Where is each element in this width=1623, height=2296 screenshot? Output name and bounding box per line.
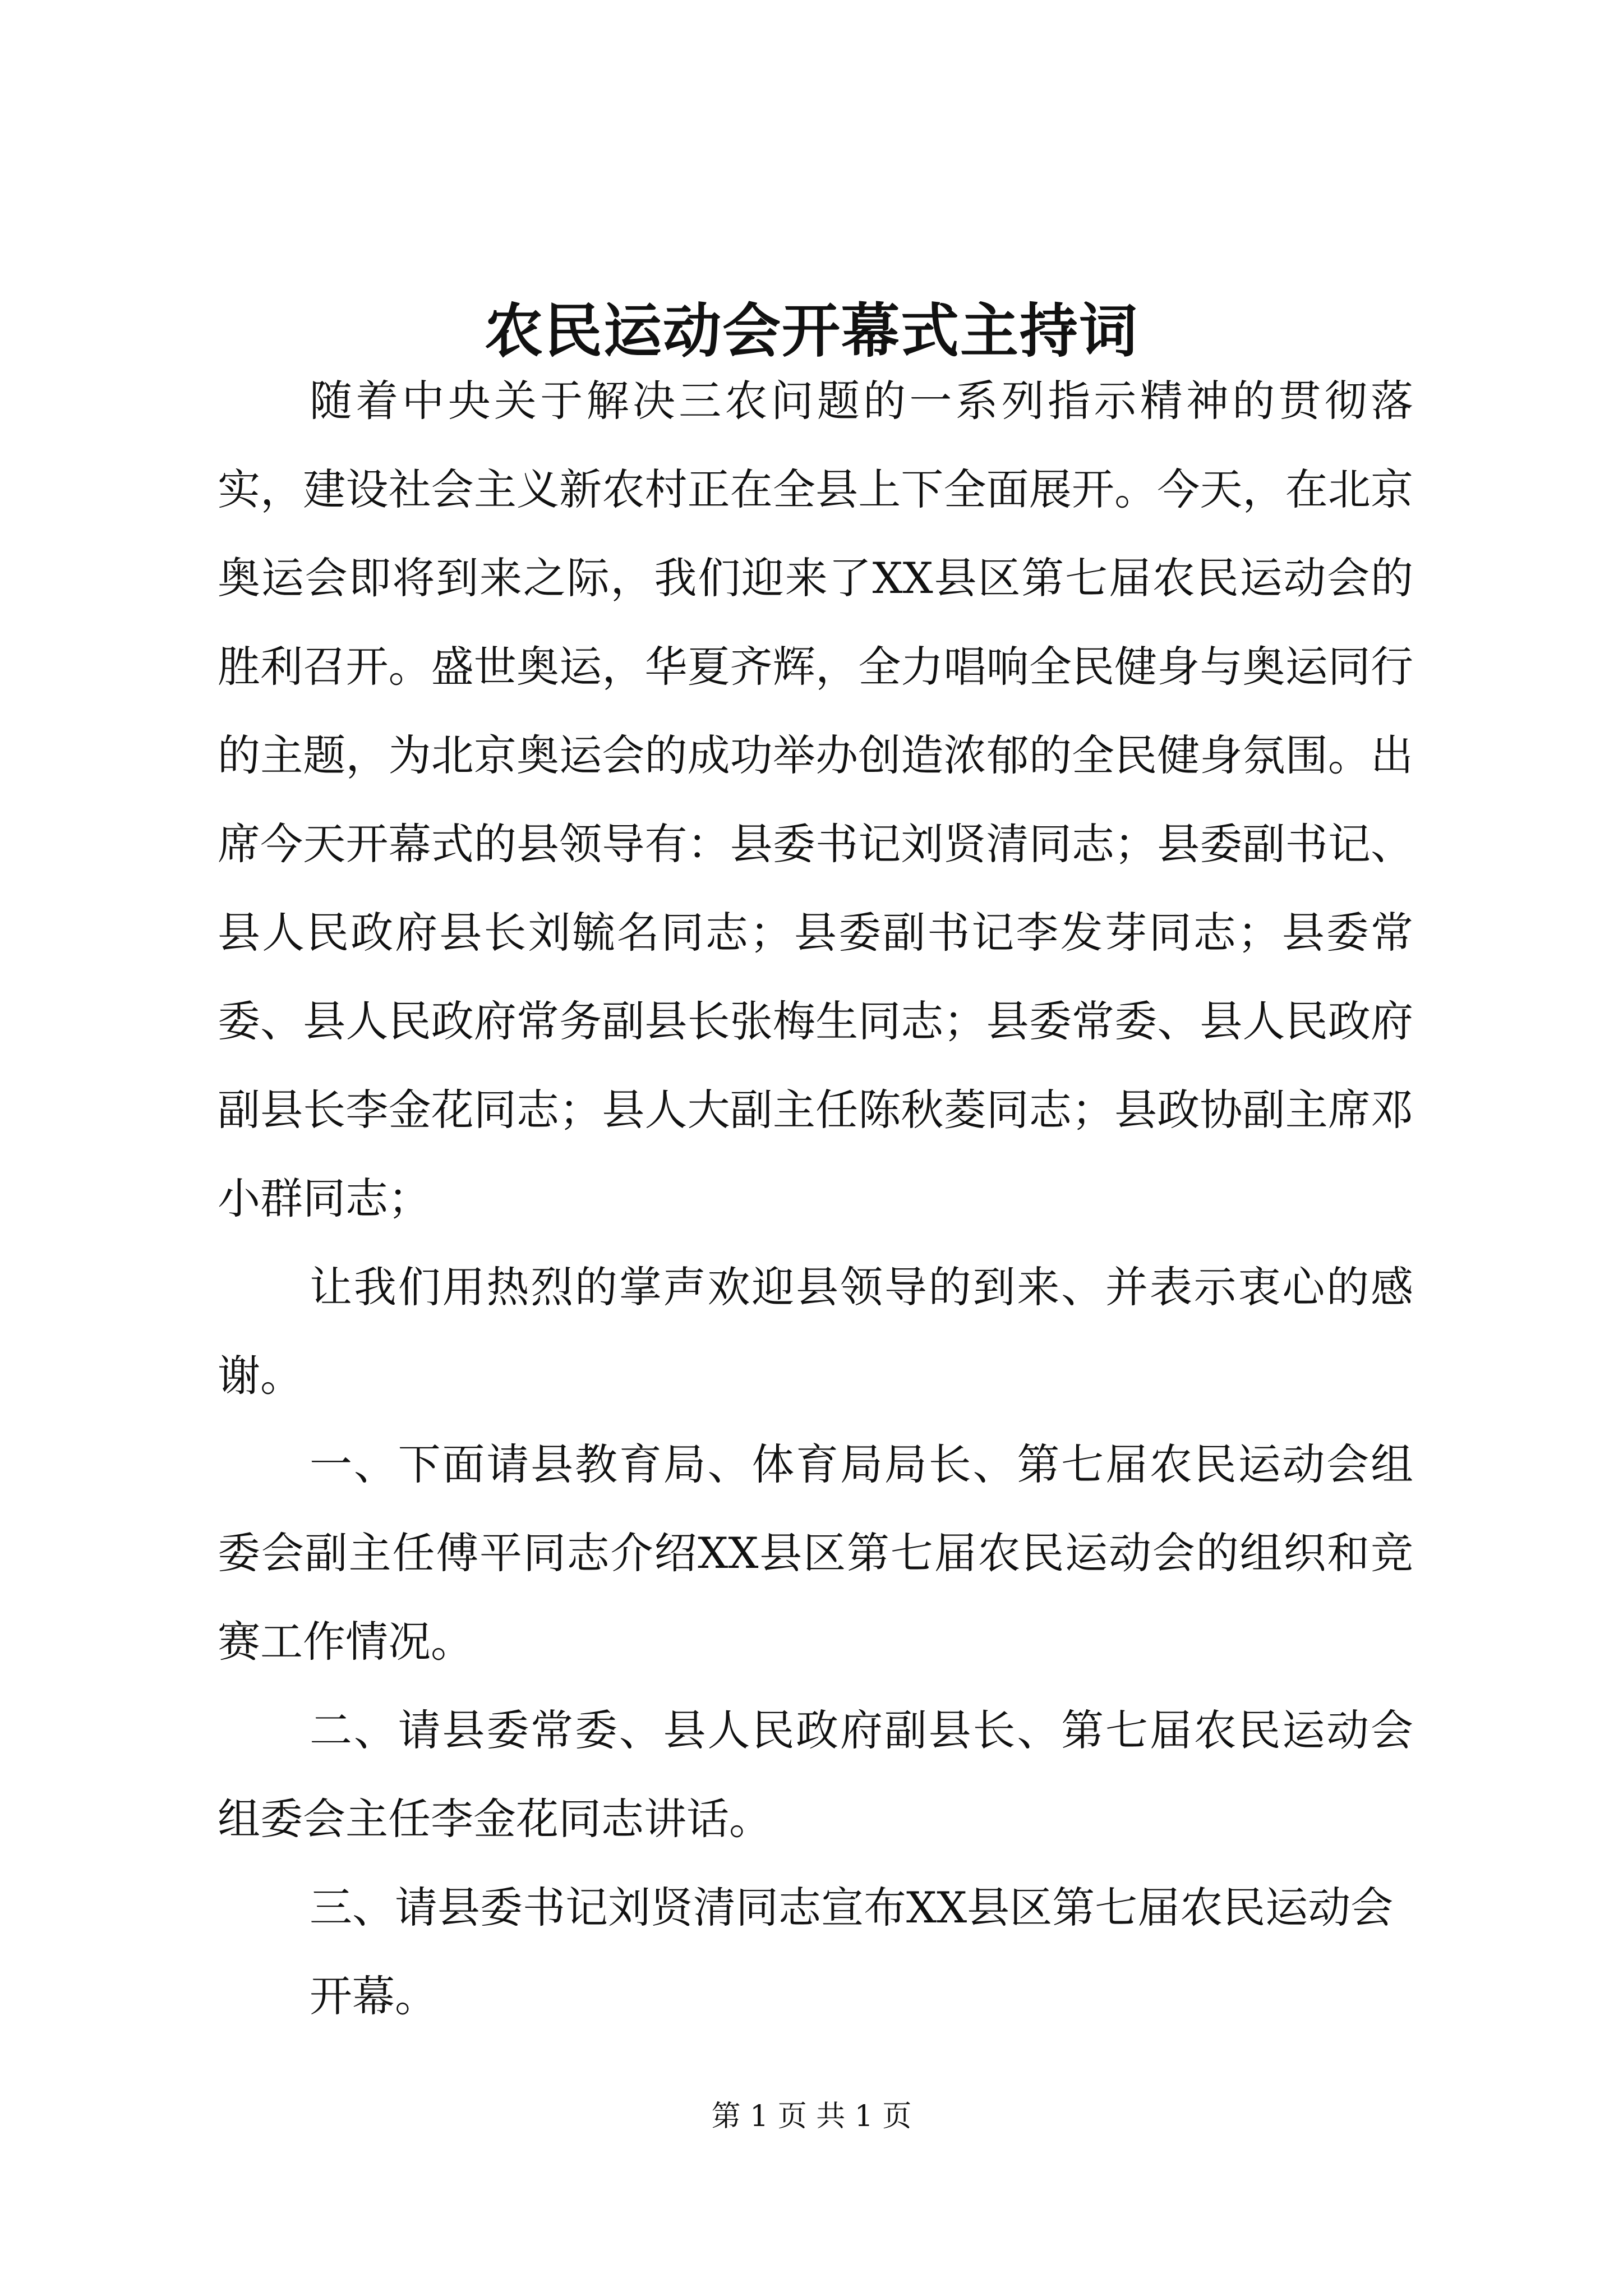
paragraph-item-three-continued: 开幕。 — [310, 1971, 437, 2021]
paragraph-intro: 随着中央关于解决三农问题的一系列指示精神的贯彻落实，建设社会主义新农村正在全县上下全面展开。今天，在北京奥运会即将到来之际，我们迎来了XX县区第七届农民运动会的胜利召开。盛世奥运，华夏齐辉，全力唱响全民健身与奥运同行的主题，为北京奥运会的成功举办创造浓郁的全民健身氛围。出席今天开幕式的县领导有：县委书记刘贤清同志；县委副书记、县人民政府县长刘毓名同志；县委副书记李发芽同志；县委常委、县人民政府常务副县长张梅生同志；县委常委、县人民政府副县长李金花同志；县人大副主任陈秋菱同志；县政协副主席邓小群同志； — [218, 376, 1413, 1223]
paragraph-welcome: 让我们用热烈的掌声欢迎县领导的到来、并表示衷心的感谢。 — [218, 1262, 1413, 1401]
page-footer — [0, 2097, 1623, 2136]
paragraph-item-two: 二、请县委常委、县人民政府副县长、第七届农民运动会组委会主任李金花同志讲话。 — [218, 1705, 1413, 1844]
document-body — [218, 357, 1413, 2041]
page-number-label: 第 1 页 共 1 页 — [711, 2100, 912, 2133]
paragraph-item-one: 一、下面请县教育局、体育局局长、第七届农民运动会组委会副主任傅平同志介绍XX县区第七届农民运动会的组织和竞赛工作情况。 — [218, 1439, 1413, 1667]
paragraph-item-three: 三、请县委书记刘贤清同志宣布XX县区第七届农民运动会 — [310, 1883, 1394, 1932]
document-title: 农民运动会开幕式主持词 — [484, 296, 1138, 365]
